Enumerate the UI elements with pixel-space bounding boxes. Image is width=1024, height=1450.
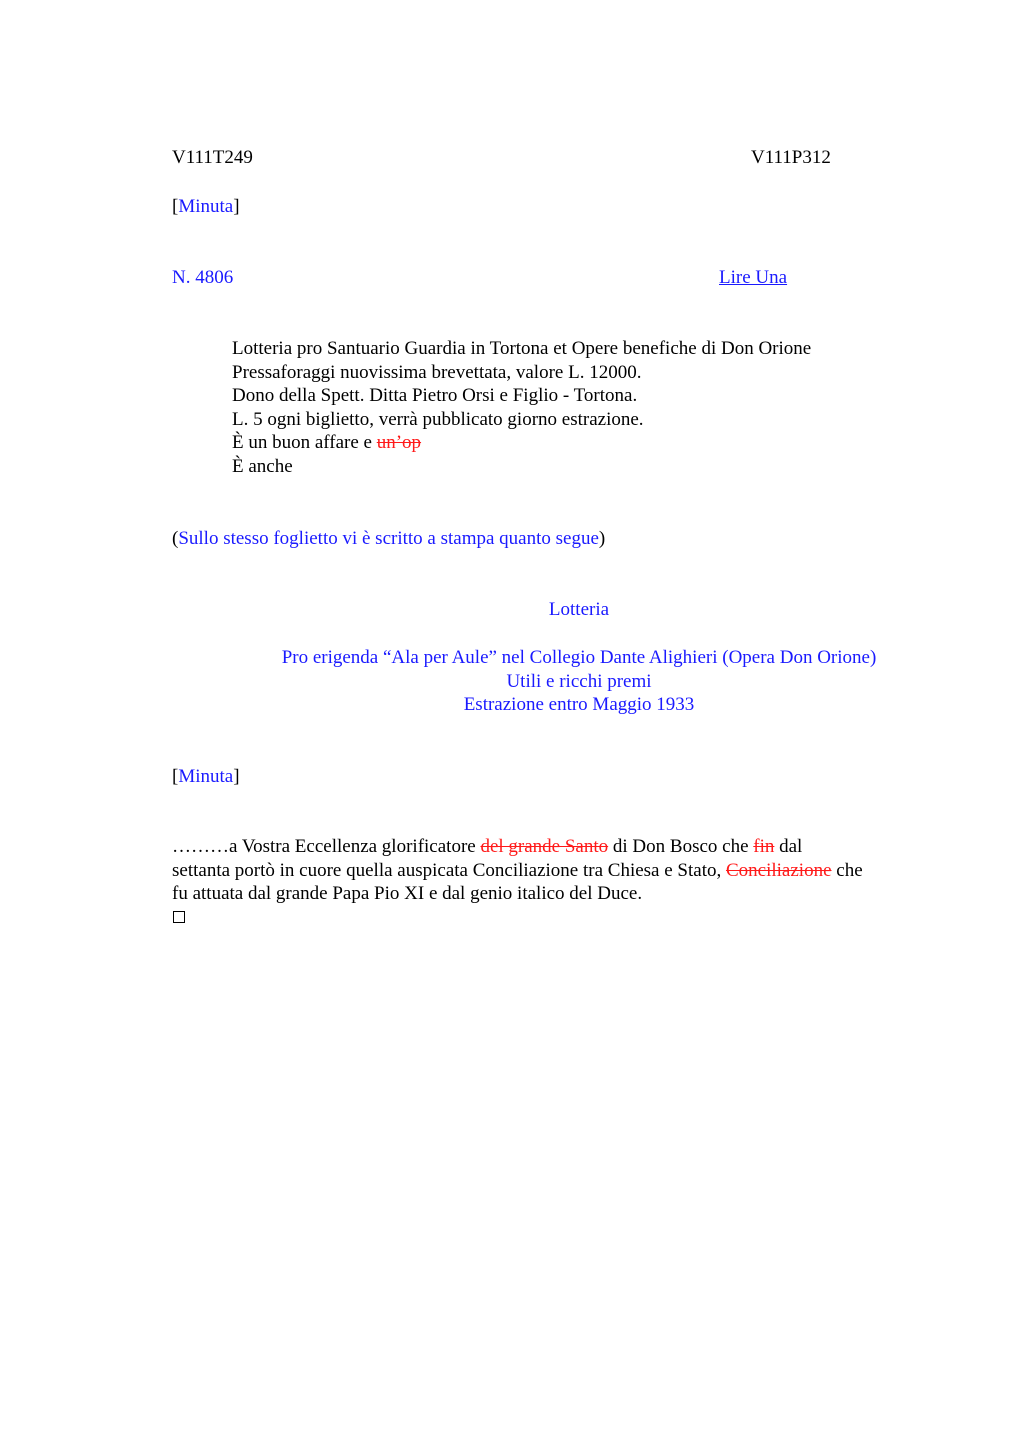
lottery-line: Pressaforaggi nuovissima brevettata, valore L. 12000. bbox=[232, 361, 642, 383]
paragraph-text: che bbox=[831, 859, 863, 881]
lottery-line-text: È un buon affare e bbox=[232, 432, 377, 453]
bracket-open: [ bbox=[172, 196, 179, 217]
paragraph-text: ………a Vostra Eccellenza glorificatore bbox=[172, 836, 481, 857]
paragraph-text: di Don Bosco che bbox=[608, 836, 754, 857]
deleted-text: Conciliazione bbox=[725, 859, 832, 881]
lottery-line: Dono della Spett. Ditta Pietro Orsi e Figlio - Tortona. bbox=[232, 385, 638, 406]
bracket-close: ] bbox=[233, 766, 240, 787]
paren-open: ( bbox=[172, 528, 179, 549]
deleted-text: del grande Santo bbox=[480, 836, 609, 857]
lottery-line: Lotteria pro Santuario Guardia in Tortona et Opere benefiche di Don Orione bbox=[232, 338, 812, 359]
paragraph-text: dal bbox=[774, 836, 803, 857]
paragraph-text: settanta portò in cuore quella auspicata Conciliazione tra Chiesa e Stato, bbox=[172, 859, 726, 881]
header-left-code: V111T249 bbox=[172, 147, 253, 168]
paragraph-line: fu attuata dal grande Papa Pio XI e dal genio italico del Duce. bbox=[172, 883, 643, 904]
printed-text-block bbox=[255, 646, 903, 717]
paragraph-line bbox=[172, 835, 932, 859]
lottery-line: È anche bbox=[232, 455, 293, 477]
printed-line: Utili e ricchi premi bbox=[506, 670, 652, 692]
checkbox-square-icon bbox=[173, 911, 185, 923]
bracket-open: [ bbox=[172, 766, 179, 787]
draft-paragraph bbox=[172, 835, 932, 906]
minuta-word: Minuta bbox=[178, 766, 234, 787]
minuta-word: Minuta bbox=[178, 196, 234, 217]
lottery-line bbox=[232, 431, 811, 455]
printed-line: Pro erigenda “Ala per Aule” nel Collegio Dante Alighieri (Opera Don Orione) bbox=[281, 647, 877, 668]
lottery-text-block bbox=[232, 337, 811, 478]
bracket-close: ] bbox=[233, 196, 240, 217]
printed-title bbox=[255, 598, 903, 622]
ticket-price: Lire Una bbox=[719, 267, 788, 288]
minuta-label-2 bbox=[172, 765, 240, 789]
lottery-line: L. 5 ogni biglietto, verrà pubblicato giorno estrazione. bbox=[232, 408, 644, 430]
editorial-note bbox=[172, 527, 605, 551]
header-right-code: V111P312 bbox=[751, 147, 831, 168]
paragraph-line bbox=[172, 859, 932, 883]
printed-line: Estrazione entro Maggio 1933 bbox=[463, 694, 695, 715]
editorial-note-text: Sullo stesso foglietto vi è scritto a stampa quanto segue bbox=[178, 528, 599, 549]
deleted-text: un’op bbox=[376, 432, 422, 453]
deleted-text: fin bbox=[753, 836, 775, 857]
printed-title-text: Lotteria bbox=[548, 599, 610, 620]
paren-close: ) bbox=[598, 528, 606, 549]
minuta-label-1 bbox=[172, 195, 240, 219]
ticket-number: N. 4806 bbox=[172, 267, 234, 288]
